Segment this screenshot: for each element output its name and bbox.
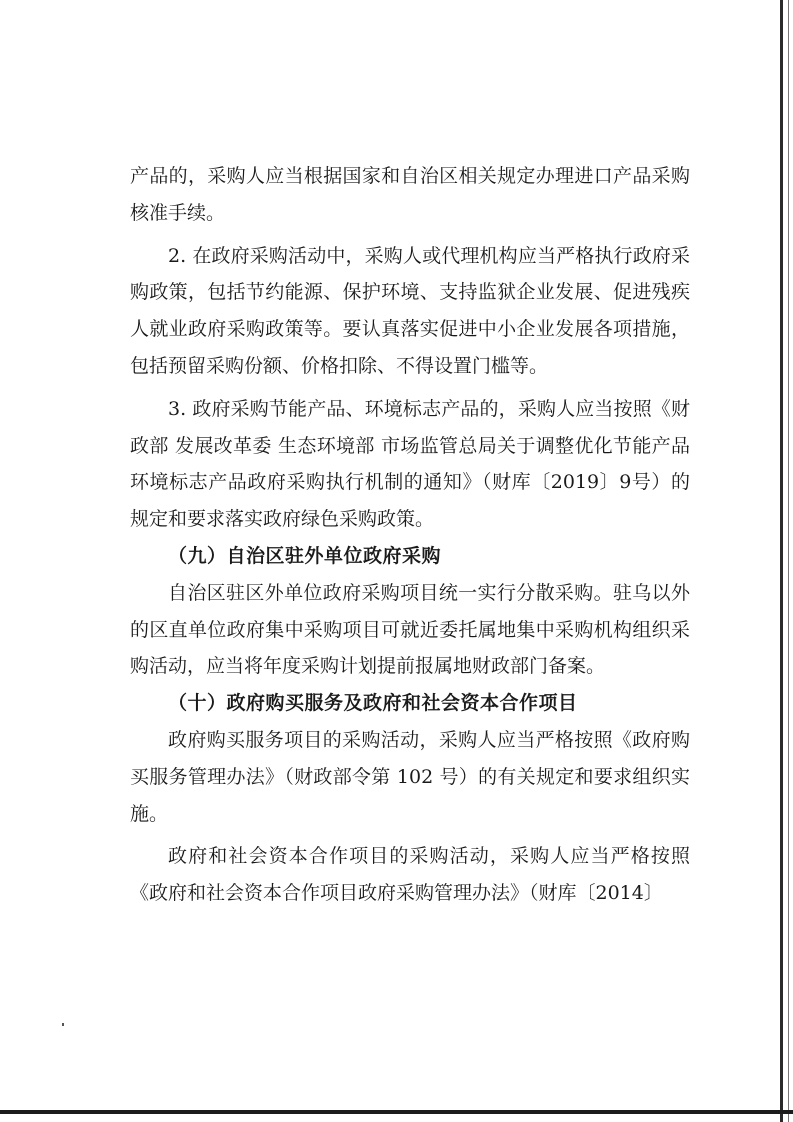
document-body (130, 158, 690, 912)
paragraph-import-approval: 产品的，采购人应当根据国家和自治区相关规定办理进口产品采购核准手续。 (130, 165, 690, 224)
paragraph-policy-execution: 2. 在政府采购活动中，采购人或代理机构应当严格执行政府采购政策，包括节约能源、保护环境、支持监狱企业发展、促进残疾人就业政府采购政策等。要认真落实促进中小企业发展各项措施，包括预留采购份额、价格扣除、不得设置门槛等。 (130, 244, 690, 377)
paragraph-purchase-services: 政府购买服务项目的采购活动，采购人应当严格按照《政府购买服务管理办法》（财政部令第 102 号）的有关规定和要求组织实施。 (130, 728, 690, 825)
paragraph-ppp-projects: 政府和社会资本合作项目的采购活动，采购人应当严格按照《政府和社会资本合作项目政府采购管理办法》（财库〔2014〕 (130, 845, 690, 905)
paragraph-green-procurement: 3. 政府采购节能产品、环境标志产品的，采购人应当按照《财政部 发展改革委 生态环境部 市场监管总局关于调整优化节能产品 环境标志产品政府采购执行机制的通知》（财库〔2019〕9号）的规定和要求落实政府绿色采购政策。 (130, 397, 690, 531)
page-border-right-thin (788, 0, 789, 1122)
scan-speck (62, 1023, 64, 1026)
section-heading-ten: （十）政府购买服务及政府和社会资本合作项目 (168, 692, 578, 715)
page-border-bottom (0, 1110, 793, 1114)
paragraph-out-of-region-units: 自治区驻区外单位政府采购项目统一实行分散采购。驻乌以外的区直单位政府集中采购项目可就近委托属地集中采购机构组织采购活动，应当将年度采购计划提前报属地财政部门备案。 (130, 581, 690, 678)
section-heading-nine: （九）自治区驻外单位政府采购 (168, 544, 442, 567)
page-border-right (780, 0, 783, 1122)
